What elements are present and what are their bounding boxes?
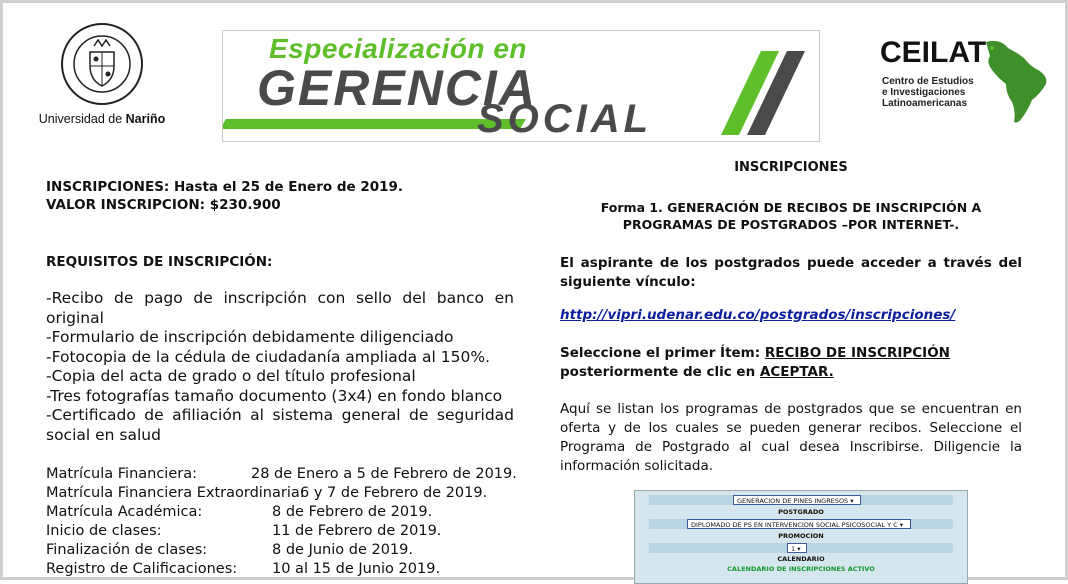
schedule-value: 11 de Febrero de 2019. [272, 523, 442, 539]
requirement-item: -Copia del acta de grado o del título profesional [46, 367, 416, 385]
requirement-item: -Certificado de afiliación al sistema general de seguridad social en salud [46, 406, 514, 444]
receipt-type-select: GENERACION DE PINES INGRESOS ▾ [733, 495, 861, 505]
schedule-row [46, 560, 526, 579]
registration-form-screenshot [634, 490, 968, 584]
promotion-select: 1 ▾ [787, 543, 807, 553]
registration-info [46, 178, 514, 214]
program-select: DIPLOMADO DE PS EN INTERVENCION SOCIAL PSICOSOCIAL Y C ▾ [687, 519, 911, 529]
banner-line-3: SOCIAL [477, 97, 653, 141]
schedule-value: 10 al 15 de Junio 2019. [272, 561, 441, 577]
udenar-logo [28, 22, 176, 134]
requirement-item: -Tres fotografías tamaño documento (3x4) en fondo blanco [46, 386, 503, 405]
requirement-item: -Recibo de pago de inscripción con sello del banco en original [46, 289, 514, 327]
ceilat-title: CEILAT [880, 36, 987, 69]
requirement-item: -Formulario de inscripción debidamente diligenciado [46, 328, 454, 346]
banner-line-1: Especialización en [269, 33, 527, 64]
university-name: Universidad de Nariño [38, 112, 166, 126]
schedule-label: Matrícula Académica: [46, 504, 203, 520]
registration-link[interactable]: http://vipri.udenar.edu.co/postgrados/inscripciones/ [560, 307, 956, 323]
program-instructions: Aquí se listan los programas de postgrados que se encuentran en oferta y de los cuales se pueden generar recibos. Seleccione el Programa de Postgrado al cual desea Inscribirse. Diligencie la información solicitada. [560, 401, 1022, 474]
method-title: Forma 1. GENERACIÓN DE RECIBOS DE INSCRIPCIÓN A PROGRAMAS DE POSTGRADOS –POR INTERNET-. [600, 200, 982, 232]
program-banner [222, 30, 820, 142]
schedule-row [46, 541, 526, 560]
promocion-label: PROMOCION [778, 532, 824, 540]
calendar-status: CALENDARIO DE INSCRIPCIONES ACTIVO [727, 565, 875, 573]
ceilat-logo [880, 36, 1050, 126]
schedule-value: 8 de Junio de 2019. [272, 542, 413, 558]
calendario-label: CALENDARIO [777, 555, 825, 563]
diagonal-stripes-icon [701, 51, 811, 135]
access-instructions: El aspirante de los postgrados puede acceder a través del siguiente vínculo: [560, 255, 1022, 290]
schedule-label: Matrícula Financiera Extraordinaria: [46, 485, 305, 501]
schedule-value: 6 y 7 de Febrero de 2019. [300, 485, 488, 501]
schedule-row [46, 484, 526, 503]
schedule-row [46, 503, 526, 522]
ceilat-subtitle: Centro de Estudios e Investigaciones Latinoamericanas [882, 76, 974, 109]
schedule-row [46, 522, 526, 541]
requirement-item: -Fotocopia de la cédula de ciudadanía ampliada al 150%. [46, 347, 491, 366]
schedule-row [46, 465, 526, 484]
schedule-label: Registro de Calificaciones: [46, 561, 238, 577]
schedule-label: Inicio de clases: [46, 523, 162, 539]
section-heading: INSCRIPCIONES [734, 160, 848, 175]
selection-instructions: Seleccione el primer Ítem: RECIBO DE INSCRIPCIÓN posteriormente de clic en ACEPTAR. [560, 345, 950, 380]
schedule-list [46, 465, 526, 579]
schedule-label: Matrícula Financiera: [46, 466, 197, 482]
schedule-label: Finalización de clases: [46, 542, 208, 558]
university-seal-icon [60, 22, 144, 106]
latin-america-map-icon [978, 38, 1050, 126]
banner-line-2: GERENCIA [257, 60, 537, 116]
requirements-list [46, 289, 514, 445]
registration-fee: VALOR INSCRIPCION: $230.900 [46, 197, 281, 213]
schedule-value: 8 de Febrero de 2019. [272, 504, 433, 520]
registration-deadline: INSCRIPCIONES: Hasta el 25 de Enero de 2019. [46, 179, 404, 195]
schedule-value: 28 de Enero a 5 de Febrero de 2019. [251, 466, 517, 482]
requirements-heading: REQUISITOS DE INSCRIPCIÓN: [46, 254, 273, 270]
postgrado-label: POSTGRADO [778, 508, 824, 516]
